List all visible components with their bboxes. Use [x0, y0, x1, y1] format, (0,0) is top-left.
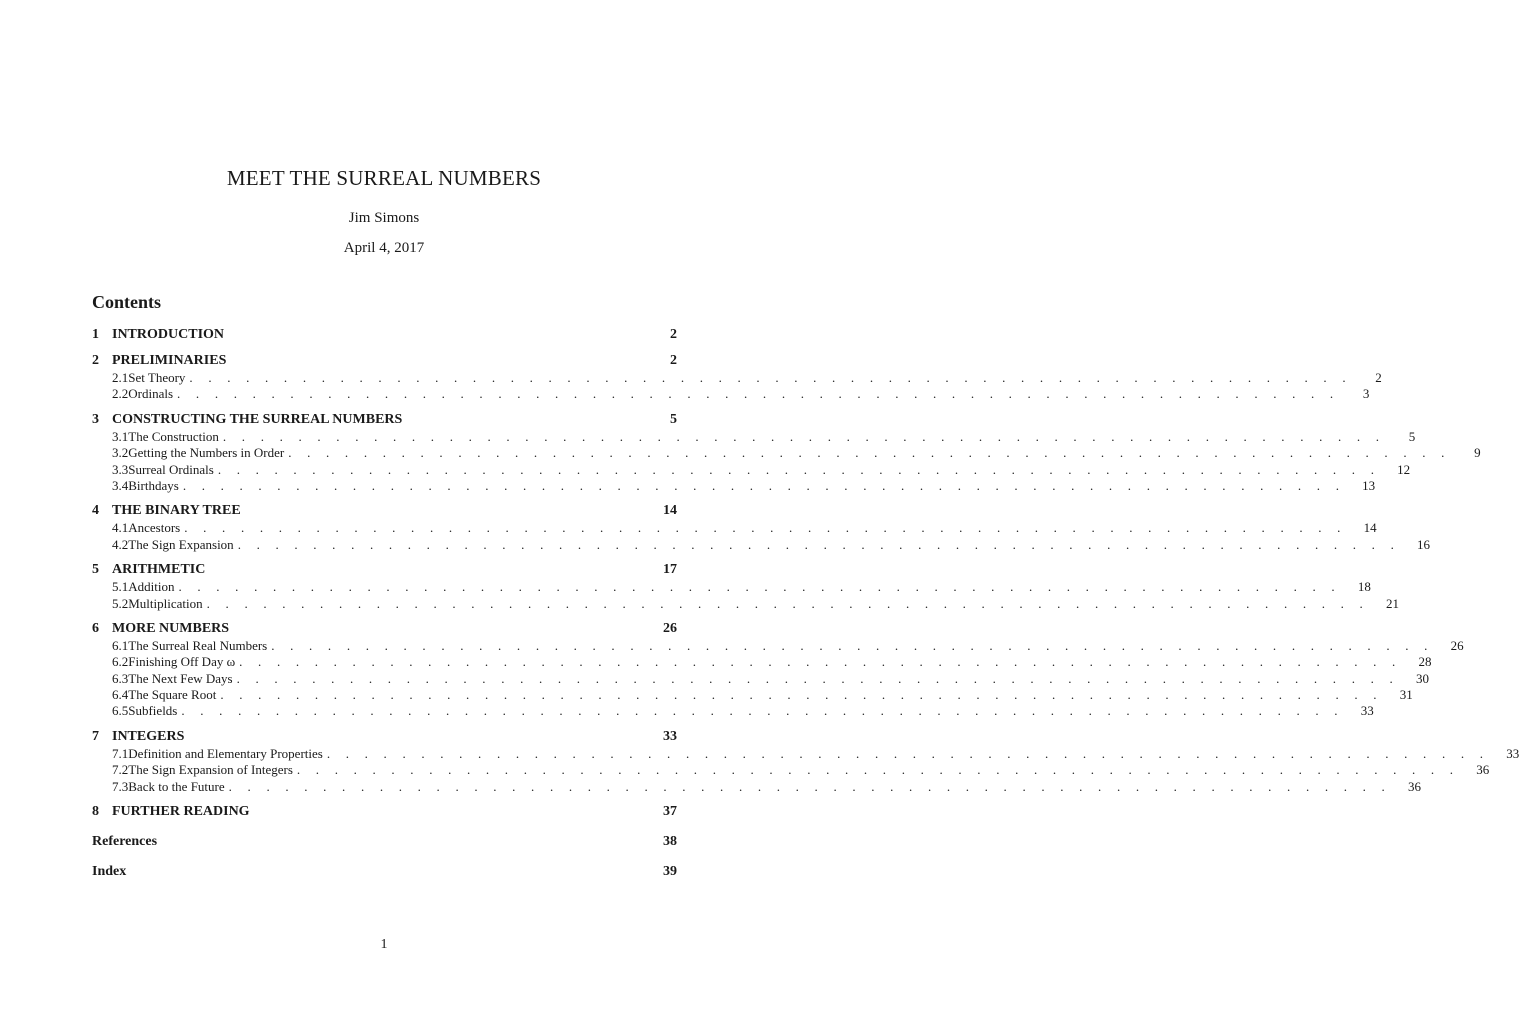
toc-subsection-entry[interactable] — [92, 745, 1519, 762]
toc-extra-entry[interactable] — [92, 833, 677, 851]
dot-leader: . . . . . . . . . . . . . . . . . . . . . . . . . . . . . . . . . . . . . . . . . . . . . . . . . . . . . . . . . . . . . . — [237, 536, 1401, 552]
dot-leader: . . . . . . . . . . . . . . . . . . . . . . . . . . . . . . . . . . . . . . . . . . . . . . . . . . . . . . . . . . . . . . — [181, 703, 1344, 719]
subsection-page: 30 — [1415, 670, 1429, 686]
subsection-title: The Sign Expansion — [128, 536, 234, 552]
toc-section — [92, 561, 1399, 612]
page-number: 1 — [380, 937, 388, 952]
subsection-number: 5.1 — [112, 579, 129, 595]
toc-subsection-entry[interactable] — [92, 703, 1374, 719]
subsection-number: 3.4 — [112, 477, 129, 493]
subsection-page: 13 — [1362, 477, 1376, 493]
subsection-number: 6.3 — [112, 670, 129, 686]
toc-subsection-entry[interactable] — [92, 670, 1429, 687]
author-name: Jim Simons — [348, 210, 420, 226]
subsection-number: 3.2 — [112, 445, 129, 461]
section-page: 33 — [663, 728, 677, 744]
section-number: 8 — [92, 804, 99, 820]
subsection-page: 18 — [1357, 579, 1371, 595]
subsection-page: 14 — [1363, 520, 1377, 536]
extra-page: 39 — [663, 864, 677, 880]
subsection-number: 6.4 — [112, 687, 129, 703]
section-number: 1 — [92, 327, 99, 342]
subsection-page: 2 — [1375, 370, 1382, 385]
subsection-page: 36 — [1476, 762, 1490, 778]
section-number: 7 — [92, 728, 99, 744]
dot-leader: . . . . . . . . . . . . . . . . . . . . . . . . . . . . . . . . . . . . . . . . . . . . . . . . . . . . . . . . . . . . . . — [182, 477, 1346, 493]
subsection-number: 3.3 — [112, 461, 129, 477]
section-number: 5 — [92, 562, 99, 578]
toc-section — [92, 620, 1464, 720]
subsection-title: Addition — [128, 579, 175, 595]
subsection-title: Ordinals — [128, 386, 174, 402]
toc-section-entry[interactable] — [92, 326, 677, 344]
subsection-number: 2.1 — [112, 370, 129, 385]
toc-subsection-entry[interactable] — [92, 579, 1371, 595]
extra-title: Index — [92, 864, 127, 880]
subsection-title: The Next Few Days — [128, 670, 233, 686]
dot-leader: . . . . . . . . . . . . . . . . . . . . . . . . . . . . . . . . . . . . . . . . . . . . . . . . . . . . . . . . . . . . . . — [189, 370, 1352, 385]
subsection-page: 33 — [1506, 745, 1519, 761]
dot-leader: . . . . . . . . . . . . . . . . . . . . . . . . . . . . . . . . . . . . . . . . . . . . . . . . . . . . . . . . . . . . . . — [236, 670, 1399, 686]
section-title: INTEGERS — [112, 728, 185, 744]
toc-subsection-entry[interactable] — [92, 687, 1413, 703]
dot-leader: . . . . . . . . . . . . . . . . . . . . . . . . . . . . . . . . . . . . . . . . . . . . . . . . . . . . . . . . . . . . . . — [178, 579, 1341, 595]
subsection-title: The Square Root — [128, 687, 217, 703]
toc-subsection-entry[interactable] — [92, 637, 1464, 654]
section-title: THE BINARY TREE — [112, 503, 241, 519]
subsection-title: The Sign Expansion of Integers — [128, 762, 293, 778]
toc-section — [92, 326, 677, 344]
document-title: MEET THE SURREAL NUMBERS — [226, 166, 542, 190]
toc-subsection-entry[interactable] — [92, 595, 1399, 612]
subsection-number: 4.1 — [112, 520, 129, 536]
subsection-page: 28 — [1418, 654, 1432, 670]
subsection-number: 6.2 — [112, 654, 129, 670]
section-title: INTRODUCTION — [112, 327, 225, 342]
subsection-number: 5.2 — [112, 595, 129, 611]
extra-title: References — [92, 834, 158, 850]
section-number: 4 — [92, 503, 99, 519]
subsection-title: Subfields — [128, 703, 178, 719]
toc-subsection-entry[interactable] — [92, 762, 1490, 778]
subsection-title: Set Theory — [128, 370, 186, 385]
dot-leader: . . . . . . . . . . . . . . . . . . . . . . . . . . . . . . . . . . . . . . . . . . . . . . . . . . . . . . . . . . . . . . — [228, 778, 1392, 794]
dot-leader: . . . . . . . . . . . . . . . . . . . . . . . . . . . . . . . . . . . . . . . . . . . . . . . . . . . . . . . . . . . . . . — [222, 428, 1386, 444]
dot-leader: . . . . . . . . . . . . . . . . . . . . . . . . . . . . . . . . . . . . . . . . . . . . . . . . . . . . . . . . . . . . . . — [271, 637, 1434, 653]
toc-section-entry[interactable] — [92, 561, 677, 579]
subsection-title: The Surreal Real Numbers — [128, 637, 268, 653]
toc-subsection-entry[interactable] — [92, 778, 1422, 795]
subsection-page: 36 — [1408, 778, 1422, 794]
section-page: 2 — [670, 353, 677, 368]
toc-section-entry[interactable] — [92, 803, 677, 821]
table-of-contents — [92, 318, 1519, 881]
subsection-title: Back to the Future — [128, 778, 225, 794]
dot-leader: . . . . . . . . . . . . . . . . . . . . . . . . . . . . . . . . . . . . . . . . . . . . . . . . . . . . . . . . . . . . . . — [239, 654, 1402, 670]
toc-subsection-entry[interactable] — [92, 370, 1382, 386]
subsection-title: Ancestors — [128, 520, 181, 536]
dot-leader: . . . . . . . . . . . . . . . . . . . . . . . . . . . . . . . . . . . . . . . . . . . . . . . . . . . . . . . . . . . . . . — [177, 386, 1340, 402]
section-page: 26 — [663, 620, 677, 636]
toc-extra-entry[interactable] — [92, 863, 677, 881]
subsection-page: 16 — [1417, 536, 1431, 552]
toc-section — [92, 803, 677, 821]
subsection-number: 3.1 — [112, 428, 129, 444]
section-page: 2 — [670, 327, 677, 342]
dot-leader: . . . . . . . . . . . . . . . . . . . . . . . . . . . . . . . . . . . . . . . . . . . . . . . . . . . . . . . . . . . . . . — [220, 687, 1383, 703]
section-number: 3 — [92, 411, 99, 427]
subsection-title: The Construction — [128, 428, 219, 444]
subsection-number: 7.1 — [112, 745, 129, 761]
toc-section — [92, 728, 1519, 795]
toc-subsection-entry[interactable] — [92, 536, 1431, 553]
section-page: 17 — [663, 562, 677, 578]
toc-subsection-entry[interactable] — [92, 445, 1481, 461]
subsection-title: Birthdays — [128, 477, 179, 493]
dot-leader: . . . . . . . . . . . . . . . . . . . . . . . . . . . . . . . . . . . . . . . . . . . . . . . . . . . . . . . . . . . . . . — [288, 445, 1451, 461]
toc-subsection-entry[interactable] — [92, 477, 1376, 494]
toc-subsection-entry[interactable] — [92, 654, 1432, 670]
subsection-page: 5 — [1408, 428, 1416, 444]
dot-leader: . . . . . . . . . . . . . . . . . . . . . . . . . . . . . . . . . . . . . . . . . . . . . . . . . . . . . . . . . . . . . . — [296, 762, 1460, 778]
dot-leader: . . . . . . . . . . . . . . . . . . . . . . . . . . . . . . . . . . . . . . . . . . . . . . . . . . . . . . . . . . . . . . — [184, 520, 1347, 536]
toc-subsection-entry[interactable] — [92, 520, 1377, 536]
section-title: ARITHMETIC — [112, 562, 206, 578]
subsection-number: 2.2 — [112, 386, 129, 402]
contents-heading: Contents — [92, 292, 162, 312]
subsection-number: 7.2 — [112, 762, 129, 778]
section-title: PRELIMINARIES — [112, 353, 227, 368]
subsection-title: Getting the Numbers in Order — [128, 445, 285, 461]
subsection-number: 4.2 — [112, 536, 129, 552]
subsection-number: 7.3 — [112, 778, 129, 794]
section-title: FURTHER READING — [112, 804, 250, 820]
section-number: 6 — [92, 620, 99, 636]
subsection-number: 6.1 — [112, 637, 129, 653]
section-page: 37 — [663, 804, 677, 820]
section-title: MORE NUMBERS — [112, 620, 230, 636]
section-title: CONSTRUCTING THE SURREAL NUMBERS — [112, 411, 403, 427]
subsection-number: 6.5 — [112, 703, 129, 719]
toc-subsection-entry[interactable] — [92, 461, 1411, 478]
subsection-page: 21 — [1386, 595, 1399, 611]
subsection-title: Definition and Elementary Properties — [128, 745, 323, 761]
toc-section-entry[interactable] — [92, 411, 677, 429]
document-date: April 4, 2017 — [343, 240, 425, 256]
subsection-title: Finishing Off Day ω — [128, 654, 236, 670]
subsection-title: Multiplication — [128, 595, 203, 611]
subsection-page: 31 — [1399, 687, 1413, 703]
toc-section-entry[interactable] — [92, 352, 677, 370]
section-number: 2 — [92, 353, 99, 368]
toc-section — [92, 411, 1481, 495]
toc-subsection-entry[interactable] — [92, 428, 1416, 445]
section-page: 14 — [663, 503, 677, 519]
toc-subsection-entry[interactable] — [92, 386, 1370, 402]
toc-section-entry[interactable] — [92, 728, 677, 746]
subsection-page: 26 — [1450, 637, 1464, 653]
dot-leader: . . . . . . . . . . . . . . . . . . . . . . . . . . . . . . . . . . . . . . . . . . . . . . . . . . . . . . . . . . . . . . — [206, 595, 1369, 611]
extra-page: 38 — [663, 834, 677, 850]
toc-section — [92, 352, 1382, 403]
subsection-page: 3 — [1362, 386, 1370, 402]
subsection-page: 12 — [1397, 461, 1411, 477]
section-page: 5 — [670, 411, 677, 427]
toc-section-entry[interactable] — [92, 502, 677, 520]
dot-leader: . . . . . . . . . . . . . . . . . . . . . . . . . . . . . . . . . . . . . . . . . . . . . . . . . . . . . . . . . . . . . . — [326, 745, 1490, 761]
subsection-page: 33 — [1360, 703, 1374, 719]
subsection-page: 9 — [1474, 445, 1481, 461]
subsection-title: Surreal Ordinals — [128, 461, 214, 477]
toc-section — [92, 502, 1431, 553]
dot-leader: . . . . . . . . . . . . . . . . . . . . . . . . . . . . . . . . . . . . . . . . . . . . . . . . . . . . . . . . . . . . . . — [217, 461, 1381, 477]
toc-section-entry[interactable] — [92, 620, 677, 638]
